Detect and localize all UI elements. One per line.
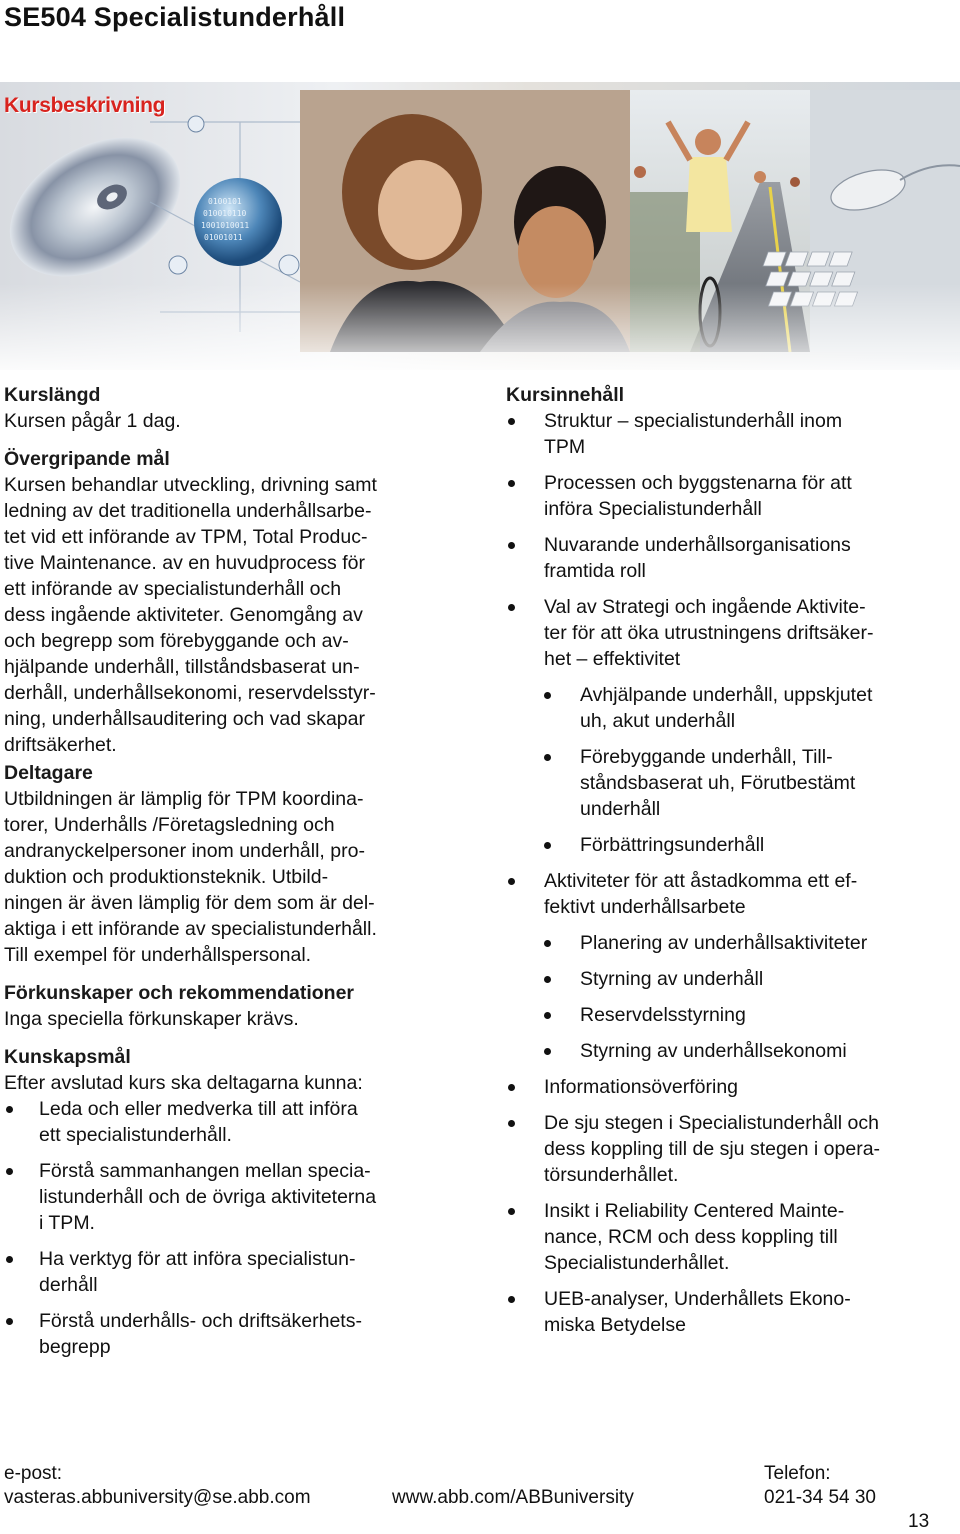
- heading-overgripande-mal: Övergripande mål: [4, 448, 170, 470]
- deltagare-text: [4, 786, 452, 968]
- text-line: UEB-analyser, Underhållets Ekono-: [544, 1288, 851, 1310]
- text-line: dess ingående aktiviteter. Genomgång av: [4, 604, 363, 626]
- kunskapsmal-list: [4, 1096, 452, 1360]
- course-banner-image: [0, 82, 960, 370]
- list-item: [506, 532, 946, 584]
- banner-collage-image: [0, 82, 960, 370]
- footer-website-link[interactable]: www.abb.com/ABBuniversity: [392, 1487, 634, 1508]
- text-line: ståndsbaserat uh, Förutbestämt: [580, 772, 856, 794]
- text-line: ning, underhållsauditering och vad skapar: [4, 708, 365, 730]
- text-line: Kursen behandlar utveckling, drivning samt: [4, 474, 377, 496]
- banner-label: Kursbeskrivning: [4, 94, 166, 117]
- text-line: aktiga i ett införande av specialistunderhåll.: [4, 918, 377, 940]
- text-line: Utbildningen är lämplig för TPM koordina-: [4, 788, 364, 810]
- text-line: TPM: [544, 436, 586, 458]
- text-line: Aktiviteter för att åstadkomma ett ef-: [544, 870, 858, 892]
- text-line: Planering av underhållsaktiviteter: [580, 932, 868, 954]
- list-item: [506, 408, 946, 460]
- kursinnehall-list: [506, 408, 946, 1338]
- footer-email[interactable]: vasteras.abbuniversity@se.abb.com: [4, 1487, 311, 1508]
- text-line: Val av Strategi och ingående Aktivite-: [544, 596, 866, 618]
- list-item: [4, 1308, 452, 1360]
- text-line: ningen är även lämplig för dem som är del-: [4, 892, 375, 914]
- list-item: [506, 1286, 946, 1338]
- text-line: torer, Underhålls /Företagsledning och: [4, 814, 335, 836]
- text-line: driftsäkerhet.: [4, 734, 117, 756]
- footer-phone: 021-34 54 30: [764, 1487, 876, 1508]
- heading-forkunskaper: Förkunskaper och rekommendationer: [4, 982, 355, 1004]
- text-line: hjälpande underhåll, tillståndsbaserat un-: [4, 656, 360, 678]
- text-line: Styrning av underhåll: [580, 968, 764, 990]
- list-item: [4, 1158, 452, 1236]
- list-item: [506, 1110, 946, 1188]
- page-number: 13: [908, 1511, 930, 1532]
- text-line: Informationsöverföring: [544, 1076, 739, 1098]
- list-item: [506, 868, 946, 920]
- kurslangd-text: Kursen pågår 1 dag.: [4, 410, 181, 432]
- text-line: Förbättringsunderhåll: [580, 834, 765, 856]
- text-line: derhåll, underhållsekonomi, reservdelsstyr-: [4, 682, 376, 704]
- heading-deltagare: Deltagare: [4, 762, 93, 784]
- text-line: ter för att öka utrustningens driftsäker-: [544, 622, 874, 644]
- text-line: Till exempel för underhållspersonal.: [4, 944, 312, 966]
- text-line: Förstå sammanhangen mellan specia-: [39, 1160, 371, 1182]
- text-line: derhåll: [39, 1274, 98, 1296]
- text-line: het – effektivitet: [544, 648, 681, 670]
- text-line: Specialistunderhållet.: [544, 1252, 730, 1274]
- text-line: De sju stegen i Specialistunderhåll och: [544, 1112, 879, 1134]
- sub-list-item: [506, 1002, 946, 1028]
- text-line: framtida roll: [544, 560, 646, 582]
- text-line: uh, akut underhåll: [580, 710, 736, 732]
- text-line: ledning av det traditionella underhållsarbe-: [4, 500, 372, 522]
- sub-list-item: [506, 832, 946, 858]
- footer-email-label: e-post:: [4, 1463, 63, 1484]
- sub-list-item: [506, 966, 946, 992]
- text-line: Leda och eller medverka till att införa: [39, 1098, 358, 1120]
- text-line: miska Betydelse: [544, 1314, 686, 1336]
- sub-list-item: [506, 682, 946, 734]
- text-line: Avhjälpande underhåll, uppskjutet: [580, 684, 873, 706]
- text-line: fektivt underhållsarbete: [544, 896, 746, 918]
- text-line: nance, RCM och dess koppling till: [544, 1226, 838, 1248]
- heading-kursinnehall: Kursinnehåll: [506, 384, 625, 406]
- text-line: underhåll: [580, 798, 661, 820]
- text-line: och begrepp som förebyggande och av-: [4, 630, 349, 652]
- text-line: andranyckelpersoner inom underhåll, pro-: [4, 840, 365, 862]
- text-line: Styrning av underhållsekonomi: [580, 1040, 847, 1062]
- heading-kunskapsmal: Kunskapsmål: [4, 1046, 131, 1068]
- list-item: [506, 1074, 946, 1100]
- list-item: [4, 1246, 452, 1298]
- list-item: [506, 594, 946, 672]
- text-line: ett införande av specialistunderhåll och: [4, 578, 342, 600]
- text-line: duktion och produktionsteknik. Utbild-: [4, 866, 329, 888]
- text-line: Förstå underhålls- och driftsäkerhets-: [39, 1310, 362, 1332]
- text-line: begrepp: [39, 1336, 111, 1358]
- forkunskaper-text: Inga speciella förkunskaper krävs.: [4, 1008, 299, 1030]
- sub-list-item: [506, 1038, 946, 1064]
- text-line: Nuvarande underhållsorganisations: [544, 534, 851, 556]
- text-line: dess koppling till de sju stegen i opera-: [544, 1138, 881, 1160]
- page-title: SE504 Specialistunderhåll: [4, 2, 346, 32]
- text-line: Förebyggande underhåll, Till-: [580, 746, 833, 768]
- text-line: Reservdelsstyrning: [580, 1004, 746, 1026]
- text-line: ett specialistunderhåll.: [39, 1124, 232, 1146]
- text-line: listunderhåll och de övriga aktiviteterna: [39, 1186, 377, 1208]
- sub-list-item: [506, 930, 946, 956]
- text-line: Ha verktyg för att införa specialistun-: [39, 1248, 356, 1270]
- text-line: tet vid ett införande av TPM, Total Produc-: [4, 526, 368, 548]
- text-line: införa Specialistunderhåll: [544, 498, 762, 520]
- text-line: i TPM.: [39, 1212, 95, 1234]
- heading-kurslangd: Kurslängd: [4, 384, 101, 406]
- left-column: [4, 382, 452, 1370]
- right-column: [506, 382, 946, 1348]
- text-line: törsunderhållet.: [544, 1164, 679, 1186]
- list-item: [506, 470, 946, 522]
- text-line: Processen och byggstenarna för att: [544, 472, 852, 494]
- text-line: Insikt i Reliability Centered Mainte-: [544, 1200, 845, 1222]
- list-item: [506, 1198, 946, 1276]
- footer-phone-label: Telefon:: [764, 1463, 831, 1484]
- sub-list-item: [506, 744, 946, 822]
- text-line: Struktur – specialistunderhåll inom: [544, 410, 843, 432]
- overgripande-mal-text: [4, 472, 452, 758]
- list-item: [4, 1096, 452, 1148]
- kunskapsmal-intro: Efter avslutad kurs ska deltagarna kunna:: [4, 1072, 363, 1094]
- text-line: tive Maintenance. av en huvudprocess för: [4, 552, 365, 574]
